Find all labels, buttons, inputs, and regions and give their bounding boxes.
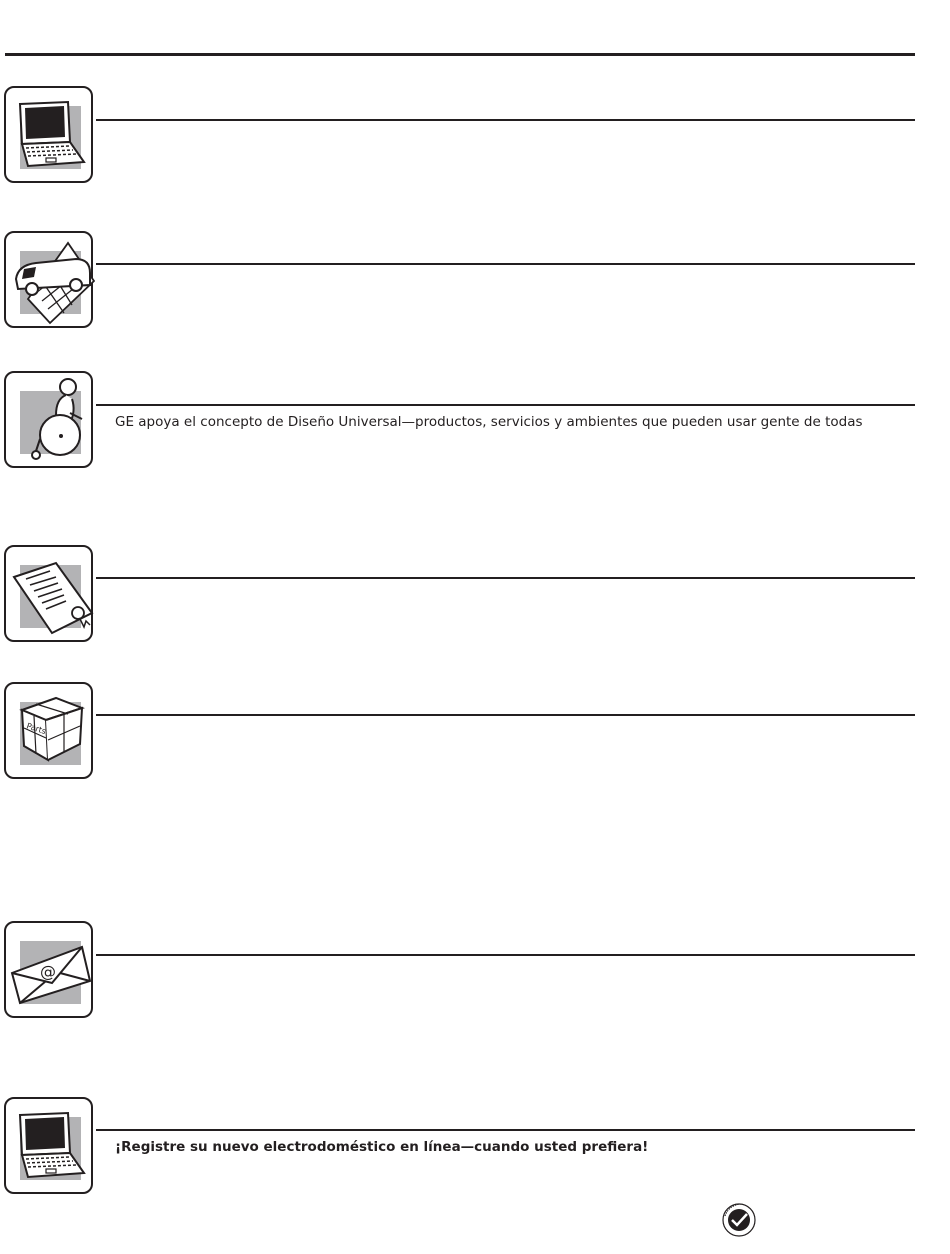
top-rule: [5, 53, 915, 56]
parts-box-icon: [4, 682, 93, 779]
laptop-icon: [4, 1097, 93, 1194]
green-seal-icon: [721, 1202, 757, 1238]
section-rule: [96, 954, 915, 956]
section-rule: [96, 577, 915, 579]
register-text: ¡Registre su nuevo electrodoméstico en línea—cuando usted prefiera!: [115, 1139, 649, 1155]
wheelchair-icon: [4, 371, 93, 468]
warranty-certificate-icon: [4, 545, 93, 642]
section-rule: [96, 404, 915, 406]
section-rule: [96, 263, 915, 265]
laptop-icon: [4, 86, 93, 183]
universal-design-text: GE apoya el concepto de Diseño Universal—productos, servicios y ambientes que pueden usar gente de todas: [115, 414, 863, 430]
service-van-calendar-icon: [4, 231, 93, 328]
section-rule: [96, 1129, 915, 1131]
section-rule: [96, 714, 915, 716]
svg-text:@: @: [40, 962, 56, 981]
email-envelope-icon: [4, 921, 93, 1018]
section-rule: [96, 119, 915, 121]
parts-label: Parts: [25, 721, 48, 737]
